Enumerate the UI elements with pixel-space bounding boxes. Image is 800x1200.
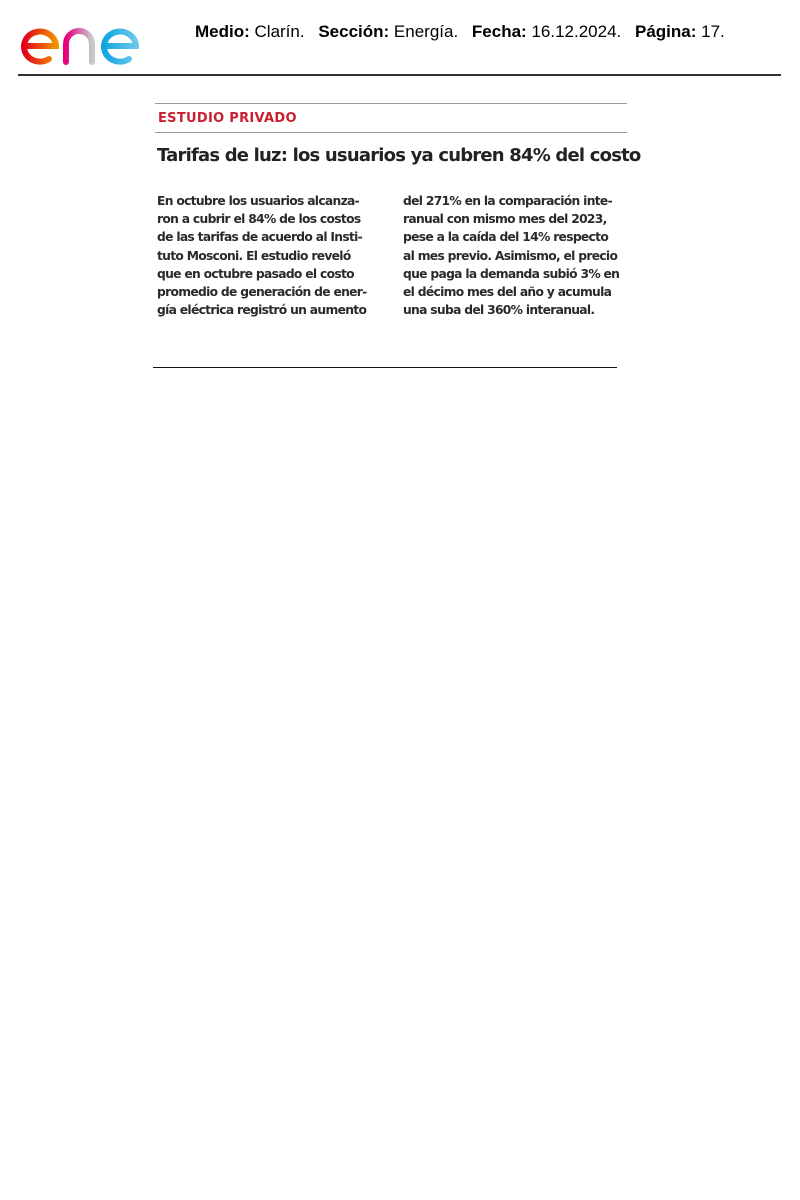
pagina-value: 17. xyxy=(701,22,725,41)
body-line: al mes previo. Asimismo, el precio xyxy=(403,248,618,263)
seccion-label: Sección: xyxy=(318,22,390,41)
body-line: que paga la demanda subió 3% en xyxy=(403,266,620,281)
news-clipping xyxy=(155,103,641,319)
body-line: promedio de generación de ener- xyxy=(157,285,367,300)
kicker-bottom-rule xyxy=(155,132,627,133)
body-line: de las tarifas de acuerdo al Insti- xyxy=(157,230,363,245)
medio-label: Medio: xyxy=(195,22,250,41)
body-line: En octubre los usuarios alcanza- xyxy=(157,194,360,208)
body-line: ranual con mismo mes del 2023, xyxy=(403,212,607,227)
body-line: pese a la caída del 14% respecto xyxy=(403,230,609,245)
header-divider xyxy=(18,74,781,76)
enel-logo xyxy=(16,8,171,68)
article-body xyxy=(155,192,627,319)
headline: Tarifas de luz: los usuarios ya cubren 84% del costo xyxy=(157,145,641,166)
body-line: que en octubre pasado el costo xyxy=(157,266,354,281)
body-line: el décimo mes del año y acumula xyxy=(403,285,612,300)
seccion-value: Energía. xyxy=(393,22,459,41)
body-line: ron a cubrir el 84% de los costos xyxy=(157,212,361,227)
body-column-2 xyxy=(403,192,627,319)
body-line: una suba del 360% interanual. xyxy=(403,303,595,318)
medio-value: Clarín. xyxy=(254,22,305,41)
press-metadata xyxy=(195,22,725,42)
body-line: tuto Mosconi. El estudio reveló xyxy=(157,248,351,263)
body-line: del 271% en la comparación inte- xyxy=(403,194,612,208)
body-line: gía eléctrica registró un aumento xyxy=(157,303,367,318)
clipping-bottom-rule xyxy=(153,367,617,368)
fecha-label: Fecha: xyxy=(471,22,527,41)
fecha-value: 16.12.2024. xyxy=(531,22,622,41)
kicker: ESTUDIO PRIVADO xyxy=(158,111,297,126)
body-column-1 xyxy=(157,192,381,319)
pagina-label: Página: xyxy=(635,22,697,41)
